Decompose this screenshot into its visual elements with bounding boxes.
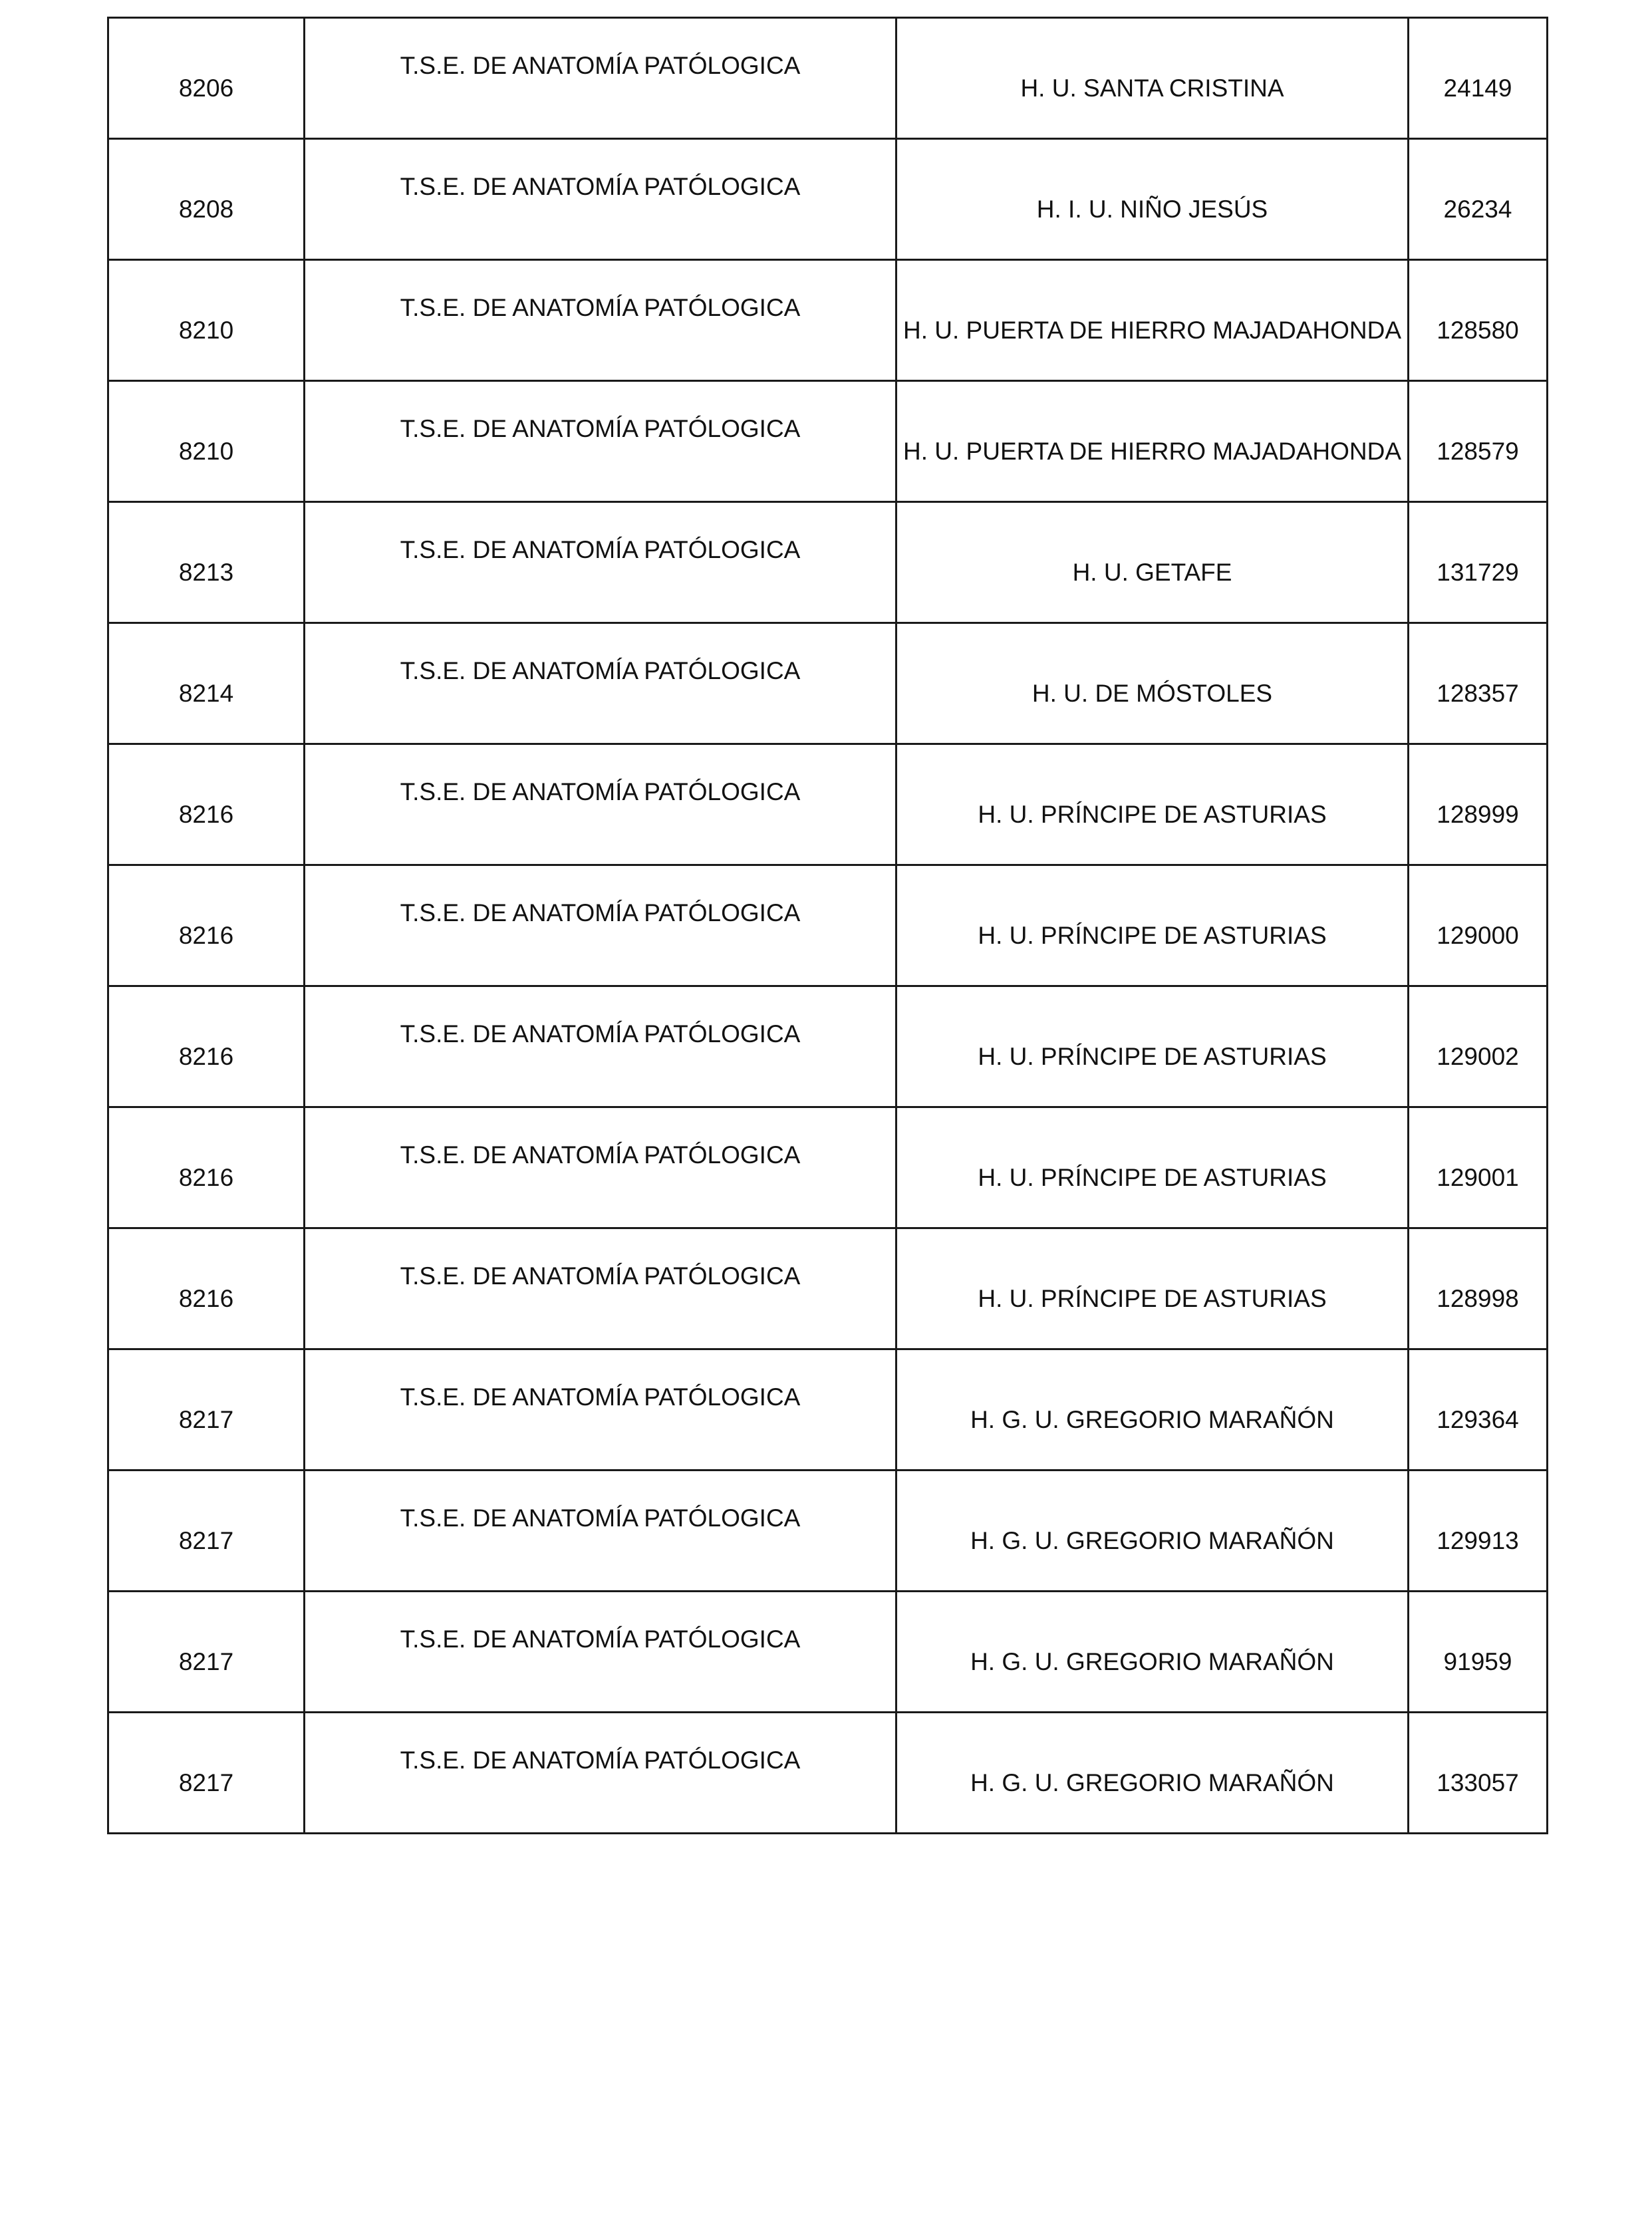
id-cell bbox=[1409, 1349, 1548, 1470]
specialty-cell-text: T.S.E. DE ANATOMÍA PATÓLOGICA bbox=[400, 536, 801, 564]
table-row bbox=[108, 865, 1548, 986]
code-cell bbox=[108, 1349, 305, 1470]
specialty-cell-text: T.S.E. DE ANATOMÍA PATÓLOGICA bbox=[400, 52, 801, 80]
table-row bbox=[108, 1592, 1548, 1713]
center-cell bbox=[896, 502, 1409, 623]
id-cell-text: 128998 bbox=[1437, 1285, 1519, 1313]
specialty-cell bbox=[305, 1713, 896, 1834]
center-cell-text: H. G. U. GREGORIO MARAÑÓN bbox=[970, 1527, 1334, 1555]
code-cell-text: 8216 bbox=[178, 1285, 234, 1313]
id-cell-text: 129364 bbox=[1437, 1406, 1519, 1434]
specialty-cell-text: T.S.E. DE ANATOMÍA PATÓLOGICA bbox=[400, 899, 801, 927]
table-row bbox=[108, 260, 1548, 381]
id-cell-text: 24149 bbox=[1443, 74, 1512, 102]
center-cell-text: H. G. U. GREGORIO MARAÑÓN bbox=[970, 1406, 1334, 1434]
table-row bbox=[108, 623, 1548, 744]
code-cell bbox=[108, 865, 305, 986]
table-row bbox=[108, 986, 1548, 1107]
center-cell bbox=[896, 381, 1409, 502]
center-cell bbox=[896, 1349, 1409, 1470]
code-cell bbox=[108, 1107, 305, 1228]
code-cell bbox=[108, 1228, 305, 1349]
center-cell-text: H. G. U. GREGORIO MARAÑÓN bbox=[970, 1648, 1334, 1676]
center-cell bbox=[896, 865, 1409, 986]
id-cell bbox=[1409, 260, 1548, 381]
specialty-cell bbox=[305, 1228, 896, 1349]
id-cell-text: 26234 bbox=[1443, 196, 1512, 223]
table-row bbox=[108, 502, 1548, 623]
specialty-cell bbox=[305, 1107, 896, 1228]
center-cell bbox=[896, 986, 1409, 1107]
table-row bbox=[108, 18, 1548, 139]
specialty-cell-text: T.S.E. DE ANATOMÍA PATÓLOGICA bbox=[400, 657, 801, 685]
code-cell-text: 8208 bbox=[178, 196, 234, 223]
id-cell bbox=[1409, 1592, 1548, 1713]
table-row bbox=[108, 381, 1548, 502]
center-cell-text: H. U. GETAFE bbox=[1072, 559, 1232, 587]
specialty-cell bbox=[305, 139, 896, 260]
id-cell-text: 129001 bbox=[1437, 1164, 1519, 1192]
code-cell-text: 8210 bbox=[178, 438, 234, 466]
center-cell-text: H. U. PRÍNCIPE DE ASTURIAS bbox=[978, 1285, 1327, 1313]
specialty-cell-text: T.S.E. DE ANATOMÍA PATÓLOGICA bbox=[400, 1504, 801, 1532]
specialty-cell bbox=[305, 18, 896, 139]
center-cell bbox=[896, 1470, 1409, 1592]
specialty-cell-text: T.S.E. DE ANATOMÍA PATÓLOGICA bbox=[400, 294, 801, 322]
id-cell bbox=[1409, 865, 1548, 986]
id-cell-text: 128999 bbox=[1437, 801, 1519, 829]
code-cell-text: 8217 bbox=[178, 1406, 234, 1434]
code-cell-text: 8206 bbox=[178, 74, 234, 102]
code-cell bbox=[108, 502, 305, 623]
table-row bbox=[108, 1107, 1548, 1228]
specialty-cell-text: T.S.E. DE ANATOMÍA PATÓLOGICA bbox=[400, 1020, 801, 1048]
code-cell-text: 8216 bbox=[178, 801, 234, 829]
id-cell bbox=[1409, 1713, 1548, 1834]
code-cell bbox=[108, 986, 305, 1107]
id-cell bbox=[1409, 381, 1548, 502]
id-cell bbox=[1409, 623, 1548, 744]
code-cell bbox=[108, 1592, 305, 1713]
center-cell-text: H. U. PRÍNCIPE DE ASTURIAS bbox=[978, 1043, 1327, 1071]
table-row bbox=[108, 139, 1548, 260]
id-cell-text: 128580 bbox=[1437, 317, 1519, 345]
id-cell-text: 129000 bbox=[1437, 922, 1519, 950]
center-cell-text: H. I. U. NIÑO JESÚS bbox=[1036, 196, 1268, 223]
code-cell-text: 8217 bbox=[178, 1648, 234, 1676]
code-cell bbox=[108, 1713, 305, 1834]
code-cell-text: 8214 bbox=[178, 680, 234, 708]
code-cell-text: 8210 bbox=[178, 317, 234, 345]
code-cell bbox=[108, 623, 305, 744]
center-cell-text: H. U. PUERTA DE HIERRO MAJADAHONDA bbox=[902, 438, 1401, 466]
id-cell-text: 91959 bbox=[1443, 1648, 1512, 1676]
table-row bbox=[108, 744, 1548, 865]
center-cell-text: H. U. PRÍNCIPE DE ASTURIAS bbox=[978, 922, 1327, 950]
specialty-cell-text: T.S.E. DE ANATOMÍA PATÓLOGICA bbox=[400, 415, 801, 443]
center-cell-text: H. U. SANTA CRISTINA bbox=[1020, 74, 1284, 102]
id-cell-text: 133057 bbox=[1437, 1769, 1519, 1797]
center-cell-text: H. U. PUERTA DE HIERRO MAJADAHONDA bbox=[902, 317, 1401, 345]
specialty-cell bbox=[305, 744, 896, 865]
specialty-cell-text: T.S.E. DE ANATOMÍA PATÓLOGICA bbox=[400, 1747, 801, 1774]
id-cell bbox=[1409, 139, 1548, 260]
code-cell bbox=[108, 1470, 305, 1592]
center-cell bbox=[896, 1228, 1409, 1349]
specialty-cell bbox=[305, 1592, 896, 1713]
id-cell bbox=[1409, 986, 1548, 1107]
id-cell-text: 129002 bbox=[1437, 1043, 1519, 1071]
id-cell bbox=[1409, 1107, 1548, 1228]
id-cell bbox=[1409, 1228, 1548, 1349]
center-cell bbox=[896, 623, 1409, 744]
specialty-cell-text: T.S.E. DE ANATOMÍA PATÓLOGICA bbox=[400, 1141, 801, 1169]
center-cell-text: H. G. U. GREGORIO MARAÑÓN bbox=[970, 1769, 1334, 1797]
center-cell bbox=[896, 260, 1409, 381]
code-cell-text: 8217 bbox=[178, 1527, 234, 1555]
specialty-cell bbox=[305, 1349, 896, 1470]
code-cell-text: 8216 bbox=[178, 1043, 234, 1071]
specialty-cell bbox=[305, 865, 896, 986]
specialty-cell-text: T.S.E. DE ANATOMÍA PATÓLOGICA bbox=[400, 173, 801, 201]
specialty-cell-text: T.S.E. DE ANATOMÍA PATÓLOGICA bbox=[400, 778, 801, 806]
table-body bbox=[108, 18, 1548, 1834]
specialty-cell bbox=[305, 381, 896, 502]
code-cell-text: 8216 bbox=[178, 922, 234, 950]
center-cell bbox=[896, 139, 1409, 260]
code-cell bbox=[108, 139, 305, 260]
specialty-cell bbox=[305, 1470, 896, 1592]
id-cell-text: 129913 bbox=[1437, 1527, 1519, 1555]
center-cell bbox=[896, 18, 1409, 139]
center-cell bbox=[896, 1107, 1409, 1228]
center-cell bbox=[896, 1713, 1409, 1834]
center-cell-text: H. U. PRÍNCIPE DE ASTURIAS bbox=[978, 801, 1327, 829]
code-cell bbox=[108, 381, 305, 502]
specialty-cell bbox=[305, 986, 896, 1107]
id-cell-text: 131729 bbox=[1437, 559, 1519, 587]
code-cell bbox=[108, 260, 305, 381]
id-cell bbox=[1409, 18, 1548, 139]
table-row bbox=[108, 1713, 1548, 1834]
specialty-cell bbox=[305, 260, 896, 381]
code-cell-text: 8213 bbox=[178, 559, 234, 587]
code-cell bbox=[108, 18, 305, 139]
specialty-cell bbox=[305, 502, 896, 623]
id-cell bbox=[1409, 502, 1548, 623]
center-cell bbox=[896, 1592, 1409, 1713]
id-cell-text: 128357 bbox=[1437, 680, 1519, 708]
center-cell-text: H. U. DE MÓSTOLES bbox=[1032, 680, 1273, 708]
specialty-cell-text: T.S.E. DE ANATOMÍA PATÓLOGICA bbox=[400, 1262, 801, 1290]
table-row bbox=[108, 1349, 1548, 1470]
code-cell-text: 8217 bbox=[178, 1769, 234, 1797]
center-cell-text: H. U. PRÍNCIPE DE ASTURIAS bbox=[978, 1164, 1327, 1192]
table-row bbox=[108, 1228, 1548, 1349]
id-cell bbox=[1409, 1470, 1548, 1592]
code-cell-text: 8216 bbox=[178, 1164, 234, 1192]
table-row bbox=[108, 1470, 1548, 1592]
specialty-cell-text: T.S.E. DE ANATOMÍA PATÓLOGICA bbox=[400, 1625, 801, 1653]
center-cell bbox=[896, 744, 1409, 865]
id-cell bbox=[1409, 744, 1548, 865]
specialty-cell-text: T.S.E. DE ANATOMÍA PATÓLOGICA bbox=[400, 1383, 801, 1411]
id-cell-text: 128579 bbox=[1437, 438, 1519, 466]
positions-table bbox=[107, 17, 1548, 1834]
specialty-cell bbox=[305, 623, 896, 744]
code-cell bbox=[108, 744, 305, 865]
